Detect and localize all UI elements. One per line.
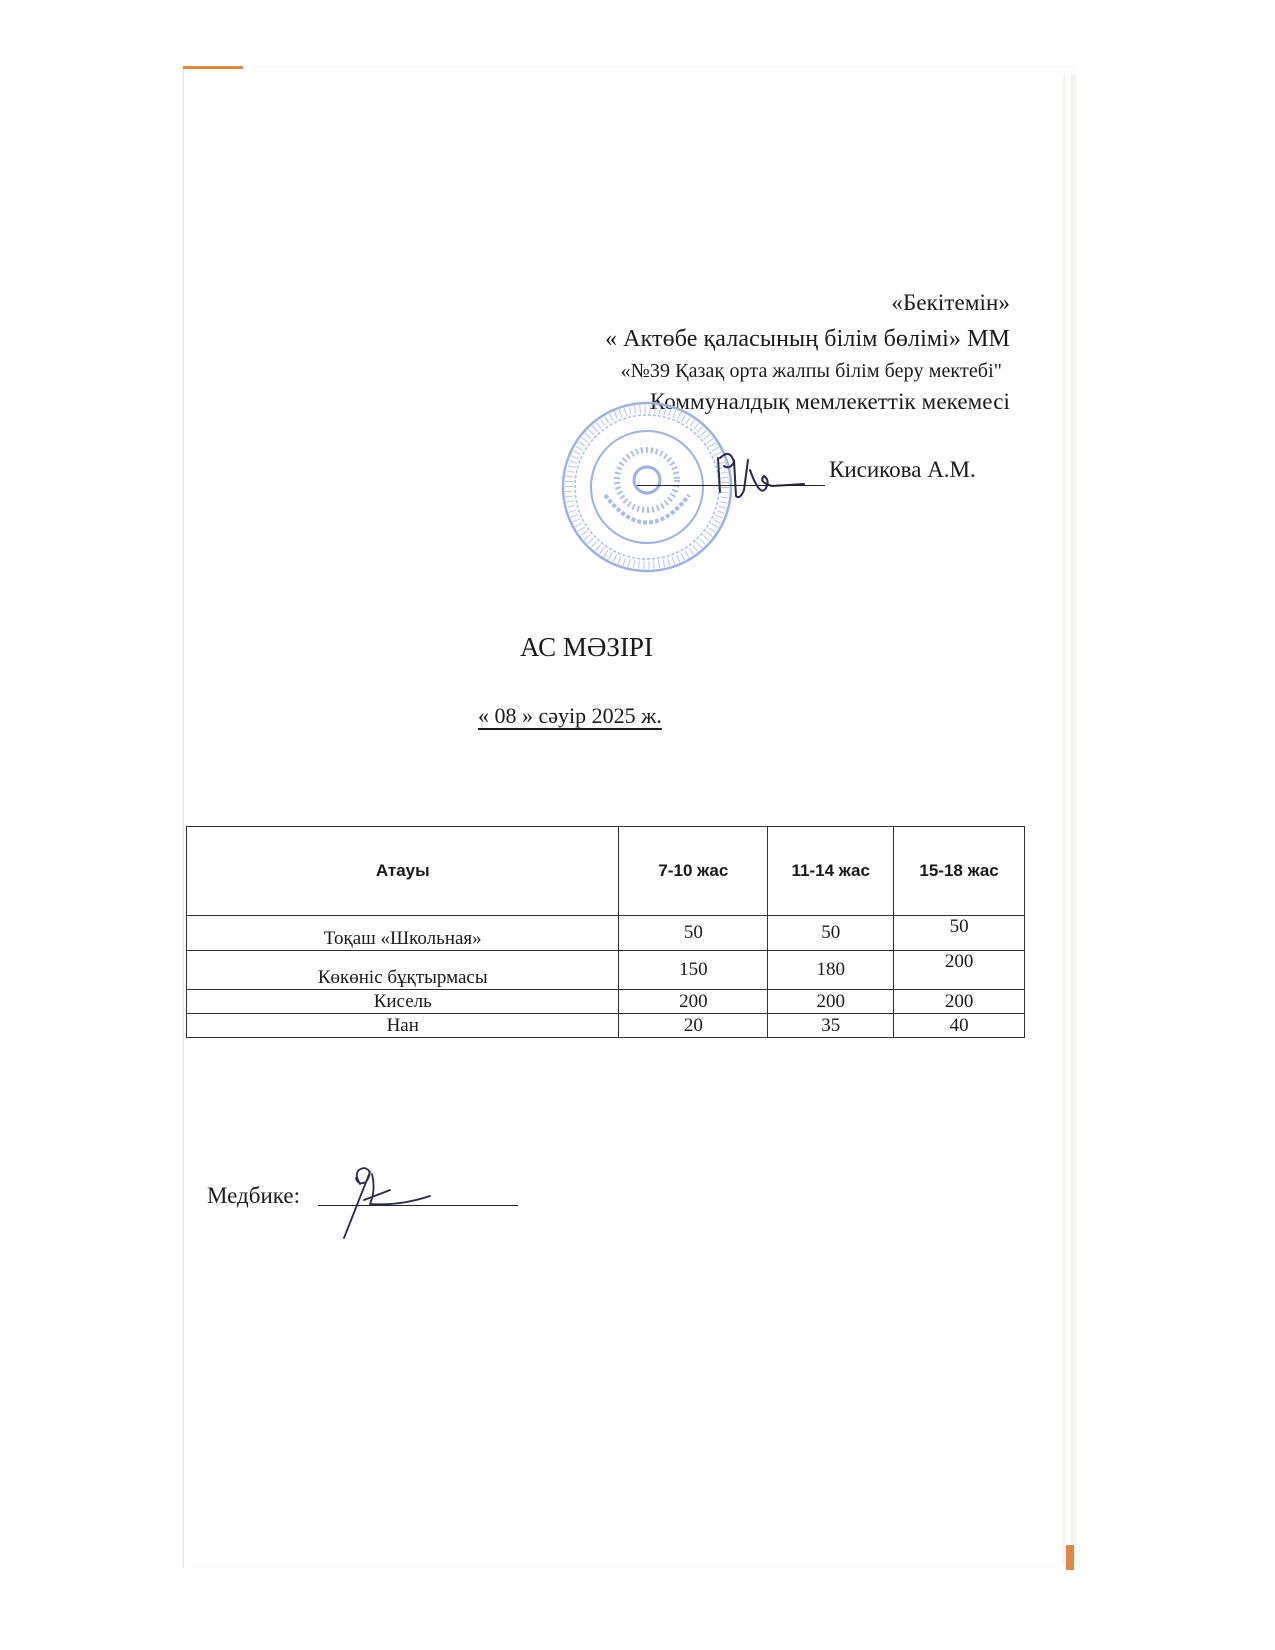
portion-11-14: 50 [768, 916, 894, 951]
institution-type: Коммуналдық мемлекеттік мекемесі [649, 389, 1010, 414]
paper-edge-right [1071, 75, 1077, 1565]
dish-name: Көкөніс бұқтырмасы [187, 951, 619, 990]
paper-edge-bottom [1066, 1545, 1074, 1570]
portion-7-10: 20 [619, 1014, 768, 1038]
portion-11-14: 35 [768, 1014, 894, 1038]
menu-table [186, 826, 1025, 1038]
portion-15-18: 200 [894, 951, 1025, 990]
paper-edge-top [183, 66, 243, 69]
nurse-label: Медбике: [207, 1183, 300, 1208]
school-name: «№39 Қазақ орта жалпы білім беру мектебі" [620, 360, 1002, 382]
portion-11-14: 200 [768, 990, 894, 1014]
header-name: Атауы [187, 827, 619, 916]
approval-heading: «Бекітемін» [891, 290, 1010, 315]
portion-15-18: 50 [894, 916, 1025, 951]
table-row [187, 990, 1025, 1014]
nurse-signature-icon [330, 1160, 450, 1240]
portion-7-10: 200 [619, 990, 768, 1014]
portion-7-10: 50 [619, 916, 768, 951]
dish-name: Кисель [187, 990, 619, 1014]
portion-15-18: 40 [894, 1014, 1025, 1038]
department-name: « Актөбе қаласының білім бөлімі» ММ [604, 326, 1010, 352]
portion-11-14: 180 [768, 951, 894, 990]
portion-7-10: 150 [619, 951, 768, 990]
table-row [187, 1014, 1025, 1038]
paper-edge-stack [1062, 75, 1066, 1565]
portion-15-18: 200 [894, 990, 1025, 1014]
table-row [187, 916, 1025, 951]
dish-name: Тоқаш «Школьная» [187, 916, 619, 951]
director-signature-line [637, 485, 825, 486]
header-age-11-14: 11-14 жас [768, 827, 894, 916]
menu-date: « 08 » сәуір 2025 ж. [478, 703, 662, 728]
header-age-7-10: 7-10 жас [619, 827, 768, 916]
dish-name: Нан [187, 1014, 619, 1038]
director-signature-icon [700, 440, 810, 510]
table-header-row [187, 827, 1025, 916]
menu-title: АС МӘЗІРІ [520, 632, 653, 662]
header-age-15-18: 15-18 жас [894, 827, 1025, 916]
director-name: Кисикова А.М. [829, 457, 976, 482]
table-row [187, 951, 1025, 990]
